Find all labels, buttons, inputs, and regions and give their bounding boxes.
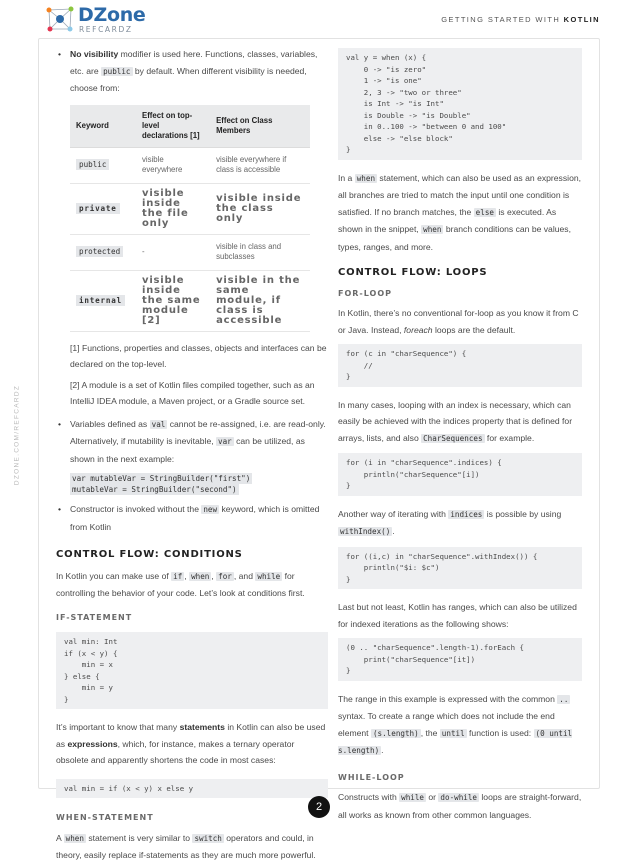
footnote-2: [2] A module is a set of Kotlin files compiled together, such as an IntelliJ IDEA module, a Maven project, or a Gradle source set. bbox=[70, 379, 315, 406]
while-loop-heading: WHILE-LOOP bbox=[338, 772, 405, 782]
inline-code-charsequences: CharSequences bbox=[423, 433, 483, 443]
withindex-text-1: Another way of iterating with bbox=[338, 508, 449, 519]
whenexpr-text-4: branch conditions can be values, types, ranges, and more. bbox=[338, 224, 571, 252]
cond-text-2: , bbox=[184, 570, 190, 581]
inline-code-while: while bbox=[257, 571, 281, 581]
table-cell-members: visible in class and subclasses bbox=[210, 234, 310, 270]
table-cell-keyword bbox=[70, 270, 136, 331]
inline-code-switch: switch bbox=[194, 833, 222, 843]
table-cell-members: visible in the same module, if class is accessible bbox=[210, 270, 310, 331]
index-paragraph bbox=[338, 397, 582, 448]
withindex-code-block: for ((i,c) in "charSequence".withIndex()) { println("$i: $c") } bbox=[338, 547, 582, 590]
table-header-members: Effect on Class Members bbox=[210, 105, 310, 148]
stmt-bold-expressions: expressions bbox=[67, 738, 118, 749]
for-text-1: In Kotlin, there’s no conventional for-loop as you know it from C or Java. Instead, bbox=[338, 308, 579, 335]
withindex-text-3: . bbox=[392, 526, 395, 536]
inline-code-when: when bbox=[191, 571, 210, 581]
table-cell-keyword bbox=[70, 183, 136, 234]
left-column bbox=[56, 46, 328, 868]
inline-code-withindex: withIndex() bbox=[340, 527, 391, 536]
cond-text-1: In Kotlin you can make use of bbox=[56, 570, 172, 581]
val-text-3: can be utilized, as shown in the next example: bbox=[70, 436, 305, 464]
var-code-sample bbox=[70, 473, 328, 495]
table-cell-top-level: visible everywhere bbox=[136, 147, 210, 183]
statements-paragraph bbox=[56, 719, 328, 769]
table-cell-top-level: - bbox=[136, 234, 210, 270]
val-text-1: Variables defined as bbox=[70, 418, 150, 429]
val-bullet bbox=[56, 416, 328, 468]
cond-text-5: for controlling the behavior of your code. Let’s look at conditions first. bbox=[56, 570, 305, 598]
visibility-text-1: modifier is used here. Functions, classes, variables, etc. are bbox=[70, 49, 318, 76]
withindex-paragraph bbox=[338, 506, 582, 541]
range-text-4: function is used: bbox=[466, 727, 534, 738]
inline-code-when: when bbox=[65, 833, 84, 843]
ctor-text-1: Constructor is invoked without the bbox=[70, 504, 202, 514]
page-number: 2 bbox=[308, 796, 330, 818]
constructor-bullet bbox=[56, 501, 328, 535]
whenexpr-text-1: In a bbox=[338, 172, 355, 183]
inline-code-slength: (s.length) bbox=[372, 728, 419, 738]
inline-code-new: new bbox=[203, 505, 218, 514]
guide-title bbox=[441, 15, 600, 24]
inline-code-do-while: do-while bbox=[440, 793, 477, 802]
if-statement-heading: IF-STATEMENT bbox=[56, 612, 133, 622]
logo-subtitle: REFCARDZ bbox=[79, 25, 133, 34]
keyword-code: private bbox=[76, 203, 120, 214]
keyword-code: protected bbox=[76, 246, 123, 257]
whenexpr-text-2: statement, which can also be used as an expression, all branches are tried to match the input until one condition is satisfied. If no branch matches, the bbox=[338, 172, 582, 217]
withindex-text-2: is possible by using bbox=[484, 508, 562, 519]
inline-code-else: else bbox=[475, 207, 494, 217]
table-header-row bbox=[70, 105, 310, 148]
stmt-text-3: , which, for instance, makes a ternary operator obsolete and apparently shortens the code in most cases: bbox=[56, 738, 295, 765]
table-cell-keyword bbox=[70, 147, 136, 183]
when-expression-paragraph bbox=[338, 170, 582, 256]
table-cell-members: visible everywhere if class is accessible bbox=[210, 147, 310, 183]
stmt-bold-statements: statements bbox=[179, 722, 225, 732]
visibility-table bbox=[70, 105, 310, 332]
loops-heading: CONTROL FLOW: LOOPS bbox=[338, 267, 488, 278]
inline-code-indices: indices bbox=[450, 509, 483, 519]
when-text-3: operators and could, in theory, easily replace if-statements as they are much more powerful. bbox=[56, 832, 316, 860]
guide-title-topic: KOTLIN bbox=[563, 15, 600, 24]
for-paragraph bbox=[338, 305, 582, 338]
table-header-keyword: Keyword bbox=[70, 105, 136, 148]
visibility-bold: No visibility bbox=[70, 49, 119, 59]
range-text-5: . bbox=[381, 745, 384, 755]
while-paragraph bbox=[338, 789, 582, 823]
for-code-block: for (c in "charSequence") { // } bbox=[338, 344, 582, 387]
range-text-3: , the bbox=[420, 727, 440, 738]
visibility-bullet bbox=[56, 46, 328, 97]
range-code-block: (0 .. "charSequence".length-1).forEach { print("charSequence"[it]) } bbox=[338, 638, 582, 681]
code-line: var mutableVar = StringBuilder("first") bbox=[72, 474, 251, 483]
inline-code-if: if bbox=[173, 571, 183, 581]
table-header-top-level: Effect on top-level declarations [1] bbox=[136, 105, 210, 148]
visibility-text-2: by default. When different visibility is needed, choose from: bbox=[70, 65, 307, 93]
when-text-1: A bbox=[56, 832, 64, 843]
ternary-code-block: val min = if (x < y) x else y bbox=[56, 779, 328, 799]
inline-code-when: when bbox=[356, 173, 376, 183]
guide-title-prefix: GETTING STARTED WITH bbox=[441, 15, 561, 24]
side-url bbox=[11, 375, 23, 495]
if-code-block: val min: Int if (x < y) { min = x } else { min = y } bbox=[56, 632, 328, 709]
when-text-2: statement is very similar to bbox=[85, 832, 193, 843]
table-cell-members: visible inside the class only bbox=[210, 183, 310, 234]
page-header bbox=[0, 0, 638, 36]
while-text-3: loops are straight-forward, all works as known from other common languages. bbox=[338, 792, 582, 820]
dzone-network-logo-icon bbox=[45, 4, 75, 34]
range-text-2: syntax. To create a range which does not include the end element bbox=[338, 711, 555, 738]
for-italic-foreach: foreach bbox=[403, 324, 433, 335]
inline-code-until-expr: (0 until s.length) bbox=[338, 728, 573, 755]
when-statement-heading: WHEN-STATEMENT bbox=[56, 813, 154, 822]
conditions-paragraph bbox=[56, 568, 328, 602]
table-row bbox=[70, 270, 310, 331]
stmt-text-1: It’s important to know that many bbox=[56, 722, 180, 732]
range-text-1: The range in this example is expressed with the common bbox=[338, 693, 558, 704]
for-text-2: loops are the default. bbox=[432, 324, 516, 335]
index-text-1: In many cases, looping with an index is necessary, which can easily be achieved with the indices property that is defined for arrays, lists, and also bbox=[338, 399, 573, 443]
logo-text: DZone bbox=[78, 4, 146, 26]
table-cell-top-level: visible inside the same module [2] bbox=[136, 270, 210, 331]
right-column bbox=[338, 46, 582, 827]
inline-code-for: for bbox=[218, 571, 232, 581]
inline-code-when: when bbox=[423, 225, 442, 234]
keyword-code: internal bbox=[76, 295, 125, 306]
index-text-2: for example. bbox=[484, 432, 535, 443]
code-line: mutableVar = StringBuilder("second") bbox=[72, 485, 237, 494]
when-code-block: val y = when (x) { 0 -> "is zero" 1 -> "is one" 2, 3 -> "two or three" is Int -> "is Int" is Double -> "is Double" in 0..100 -> "between 0 and 100" else -> "else block" } bbox=[338, 48, 582, 160]
inline-code-until: until bbox=[441, 728, 465, 738]
table-row bbox=[70, 147, 310, 183]
inline-code-val: val bbox=[151, 419, 166, 429]
cond-text-3: , bbox=[211, 570, 217, 581]
val-text-2: cannot be re-assigned, i.e. are read-only. Alternatively, if mutability is inevitable, bbox=[70, 418, 326, 446]
inline-code-dotdot: .. bbox=[559, 694, 569, 704]
table-row bbox=[70, 183, 310, 234]
inline-code-var: var bbox=[218, 437, 232, 446]
table-cell-top-level: visible inside the file only bbox=[136, 183, 210, 234]
conditions-heading: CONTROL FLOW: CONDITIONS bbox=[56, 549, 243, 560]
table-cell-keyword bbox=[70, 234, 136, 270]
when-paragraph bbox=[56, 830, 328, 864]
while-text-1: Constructs with bbox=[338, 792, 400, 802]
inline-code-public: public bbox=[103, 66, 131, 76]
stmt-text-2: in Kotlin can also be used as bbox=[56, 722, 326, 749]
side-url-text: DZONE.COM/REFCARDZ bbox=[13, 384, 21, 486]
ranges-paragraph: Last but not least, Kotlin has ranges, which can also be utilized for indexed iterations as the following shows: bbox=[338, 602, 577, 629]
for-loop-heading: FOR-LOOP bbox=[338, 288, 393, 298]
keyword-code: public bbox=[76, 159, 109, 170]
ctor-text-2: keyword, which is omitted from Kotlin bbox=[70, 504, 320, 532]
dzone-logo[interactable] bbox=[45, 4, 175, 36]
whenexpr-text-3: is executed. As shown in the snippet, bbox=[338, 206, 557, 234]
range-expression-paragraph bbox=[338, 691, 582, 760]
while-text-2: or bbox=[426, 792, 439, 802]
inline-code-while: while bbox=[401, 793, 424, 802]
footnote-1: [1] Functions, properties and classes, objects and interfaces can be declared on the top-level. bbox=[70, 342, 327, 369]
table-row bbox=[70, 234, 310, 270]
indices-code-block: for (i in "charSequence".indices) { println("charSequence"[i]) } bbox=[338, 453, 582, 496]
cond-text-4: , and bbox=[233, 570, 256, 581]
